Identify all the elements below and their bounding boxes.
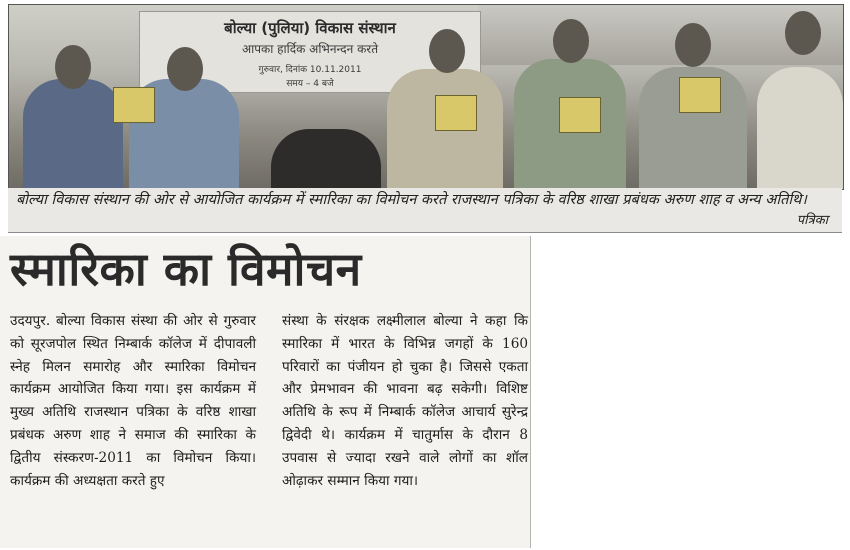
article-body-right: संस्था के संरक्षक लक्ष्मीलाल बोल्या ने कहा कि स्मारिका में भारत के विभिन्न जगहों के 160 परिवारों का पंजीयन हो चुका है। जिससे एकता और प्रेमभावन की भावना बढ़ सकेगी। विशिष्ट अतिथि के रूप में निम्बार्क कॉलेज आचार्य सुरेन्द्र द्विवेदी थे। कार्यक्रम में चातुर्मास के दौरान 8 उपवास से ज्यादा रखने वाले लोगों का शॉल ओढ़ाकर सम्मान किया गया। [282,313,528,489]
souvenir-booklet [679,77,721,113]
photo-credit: पत्रिका [796,213,828,228]
article-body-left: उदयपुर. बोल्या विकास संस्था की ओर से गुरुवार को सूरजपोल स्थित निम्बार्क कॉलेज में दीपावली स्नेह मिलन समारोह और स्मारिका विमोचन कार्यक्रम आयोजित किया गया। इस कार्यक्रम में मुख्य अतिथि राजस्थान पत्रिका के वरिष्ठ शाखा प्रबंधक अरुण शाह ने समाज की स्मारिका के द्वितीय संस्करण-2011 का विमोचन किया। कार्यक्रम की अध्यक्षता करते हुए [10,313,256,489]
souvenir-booklet [559,97,601,133]
article-headline: स्मारिका का विमोचन [10,242,362,296]
guest-figure [757,67,843,189]
guest-head [675,23,711,67]
banner-greeting: आपका हार्दिक अभिनन्दन करते [241,42,379,56]
souvenir-booklet [435,95,477,131]
article-column-left [10,310,256,492]
souvenir-booklet [113,87,155,123]
event-photo [8,4,844,190]
guest-head [553,19,589,63]
guest-head [167,47,203,91]
seated-guest-figure [271,129,381,189]
empty-area [531,236,850,550]
guest-head [785,11,821,55]
photo-caption [8,188,842,233]
guest-figure [23,79,123,189]
article-column-right [282,310,528,492]
banner-date: गुरुवार, दिनांक 10.11.2011 [258,65,362,75]
banner-title: बोल्या (पुलिया) विकास संस्थान [224,19,396,37]
guest-head [55,45,91,89]
guest-head [429,29,465,73]
news-article [0,236,531,548]
banner-time: समय – 4 बजे [286,79,334,89]
caption-text: बोल्या विकास संस्थान की ओर से आयोजित कार्यक्रम में स्मारिका का विमोचन करते राजस्थान पत्रिका के वरिष्ठ शाखा प्रबंधक अरुण शाह व अन्य अतिथि। [16,192,807,208]
